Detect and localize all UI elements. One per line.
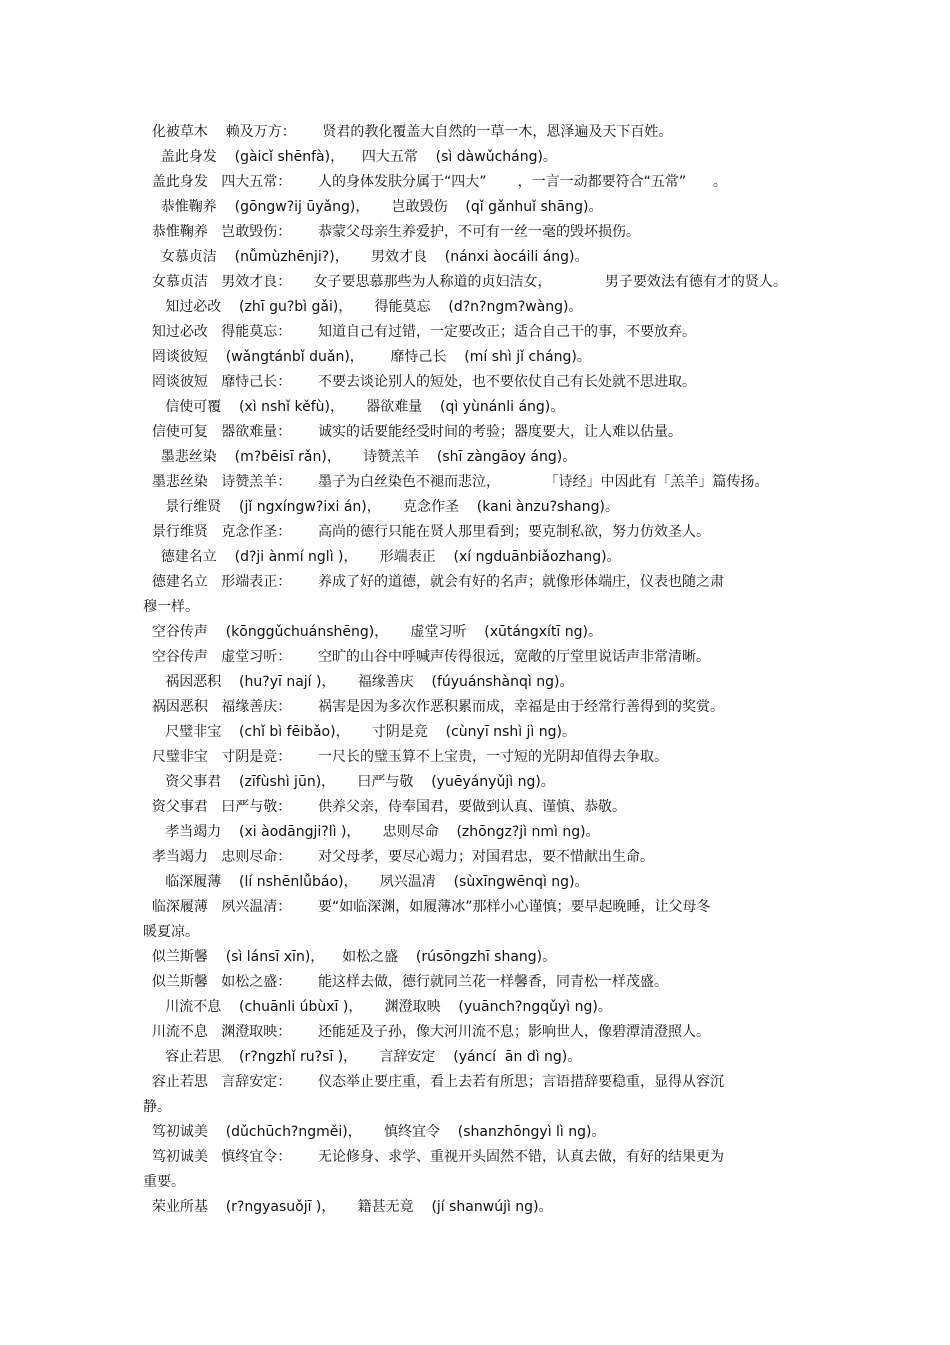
- text-line: 墨悲丝染 (m?bēisī rǎn)， 诗赞羔羊 (shī zàngāoy áng)。: [143, 449, 577, 465]
- text-line: 资父事君 (zīfùshì jūn)， 曰严与敬 (yuēyányǔjì ng)。: [143, 774, 555, 790]
- text-line: 祸因恶积 (hu?yī nají )， 福缘善庆 (fúyuánshànqì ng)。: [143, 674, 574, 690]
- text-line: 孝当竭力 (xi àodāngji?lì )， 忠则尽命 (zhōngz?jì nmì ng)。: [143, 824, 600, 840]
- text-line: 笃初诚美 (dǔchūch?ngměi)， 慎终宜令 (shanzhōngyì lì ng)。: [143, 1124, 606, 1140]
- text-line: 德建名立 (d?ji ànmí nglì )， 形端表正 (xí ngduānbiǎozhang)。: [143, 549, 621, 565]
- text-line: 盖此身发 (gàicǐ shēnfà)， 四大五常 (sì dàwǔcháng)。: [143, 149, 557, 165]
- text-line: 景行维贤 克念作圣： 高尚的德行只能在贤人那里看到；要克制私欲，努力仿效圣人。: [143, 524, 710, 540]
- text-line: 川流不息 渊澄取映： 还能延及子孙，像大河川流不息；影响世人，像碧潭清澄照人。: [143, 1024, 710, 1040]
- text-line: 容止若思 (r?ngzhǐ ru?sī )， 言辞安定 (yáncí ān dì ng)。: [143, 1049, 582, 1065]
- text-line: 墨悲丝染 诗赞羔羊： 墨子为白丝染色不褪而悲泣， 「诗经」中因此有「羔羊」篇传扬。: [143, 474, 769, 490]
- text-line: 德建名立 形端表正： 养成了好的道德，就会有好的名声；就像形体端庄，仪表也随之肃 穆一样。: [143, 574, 724, 615]
- text-line: 尺璧非宝 寸阴是竞： 一尺长的璧玉算不上宝贵，一寸短的光阴却值得去争取。: [143, 749, 668, 765]
- text-line: 化被草木 赖及万方： 贤君的教化覆盖大自然的一草一木，恩泽遍及天下百姓。: [143, 124, 673, 140]
- text-line: 知过必改 得能莫忘： 知道自己有过错，一定要改正；适合自己干的事，不要放弃。: [143, 324, 696, 340]
- text-line: 临深履薄 夙兴温凊： 要“如临深渊，如履薄冰”那样小心谨慎；要早起晚睡，让父母冬 暖夏凉。: [143, 899, 711, 940]
- text-line: 空谷传声 (kōnggǔchuánshēng)， 虚堂习听 (xūtángxítī ng)。: [143, 624, 602, 640]
- text-line: 女慕贞洁 男效才良： 女子要思慕那些为人称道的贞妇洁女， 男子要效法有德有才的贤人。: [143, 274, 787, 290]
- text-line: 荣业所基 (r?ngyasuǒjī )， 籍甚无竟 (jí shanwújì ng)。: [143, 1199, 553, 1215]
- text-line: 信使可覆 (xì nshǐ kěfù)， 器欲难量 (qì yùnánli áng)。: [143, 399, 565, 415]
- text-line: 笃初诚美 慎终宜令： 无论修身、求学、重视开头固然不错，认真去做，有好的结果更为 重要。: [143, 1149, 724, 1190]
- text-line: 信使可复 器欲难量： 诚实的话要能经受时间的考验；器度要大，让人难以估量。: [143, 424, 682, 440]
- text-line: 容止若思 言辞安定： 仪态举止要庄重，看上去若有所思；言语措辞要稳重，显得从容沉 静。: [143, 1074, 724, 1115]
- text-line: 知过必改 (zhī gu?bì gǎi)， 得能莫忘 (d?n?ngm?wàng)。: [143, 299, 583, 315]
- text-line: 祸因恶积 福缘善庆： 祸害是因为多次作恶积累而成，幸福是由于经常行善得到的奖赏。: [143, 699, 724, 715]
- text-line: 恭惟鞠养 岂敢毁伤： 恭蒙父母亲生养爱护，不可有一丝一毫的毁坏损伤。: [143, 224, 640, 240]
- text-line: 孝当竭力 忠则尽命： 对父母孝，要尽心竭力；对国君忠，要不惜献出生命。: [143, 849, 654, 865]
- text-line: 似兰斯馨 (sì lánsī xīn)， 如松之盛 (rúsōngzhī shang)。: [143, 949, 557, 965]
- text-line: 似兰斯馨 如松之盛： 能这样去做，德行就同兰花一样馨香，同青松一样茂盛。: [143, 974, 668, 990]
- text-line: 资父事君 曰严与敬： 供养父亲，侍奉国君，要做到认真、谨慎、恭敬。: [143, 799, 626, 815]
- text-line: 川流不息 (chuānli úbùxī )， 渊澄取映 (yuānch?ngqǔyì ng)。: [143, 999, 612, 1015]
- text-line: 恭惟鞠养 (gōngw?ij ūyǎng)， 岂敢毁伤 (qǐ gǎnhuǐ shāng)。: [143, 199, 603, 215]
- text-line: 女慕贞洁 (nǚmùzhēnji?)， 男效才良 (nánxi àocáili áng)。: [143, 249, 589, 265]
- text-line: 临深履薄 (lí nshēnlǚbáo)， 夙兴温凊 (sùxīngwēnqì ng)。: [143, 874, 589, 890]
- text-line: 空谷传声 虚堂习听： 空旷的山谷中呼喊声传得很远，宽敞的厅堂里说话声非常清晰。: [143, 649, 710, 665]
- text-line: 景行维贤 (jǐ ngxíngw?ixi án)， 克念作圣 (kani ànzu?shang)。: [143, 499, 619, 515]
- text-line: 罔谈彼短 靡恃己长： 不要去谈论别人的短处，也不要依仗自己有长处就不思进取。: [143, 374, 696, 390]
- text-line: 尺璧非宝 (chǐ bì fēibǎo)， 寸阴是竞 (cùnyī nshì jì ng)。: [143, 724, 576, 740]
- text-body: [143, 120, 843, 1220]
- text-line: 罔谈彼短 (wǎngtánbǐ duǎn)， 靡恃己长 (mí shì jǐ cháng)。: [143, 349, 591, 365]
- text-line: 盖此身发 四大五常： 人的身体发肤分属于“四大” ，一言一动都要符合“五常” 。: [143, 174, 727, 190]
